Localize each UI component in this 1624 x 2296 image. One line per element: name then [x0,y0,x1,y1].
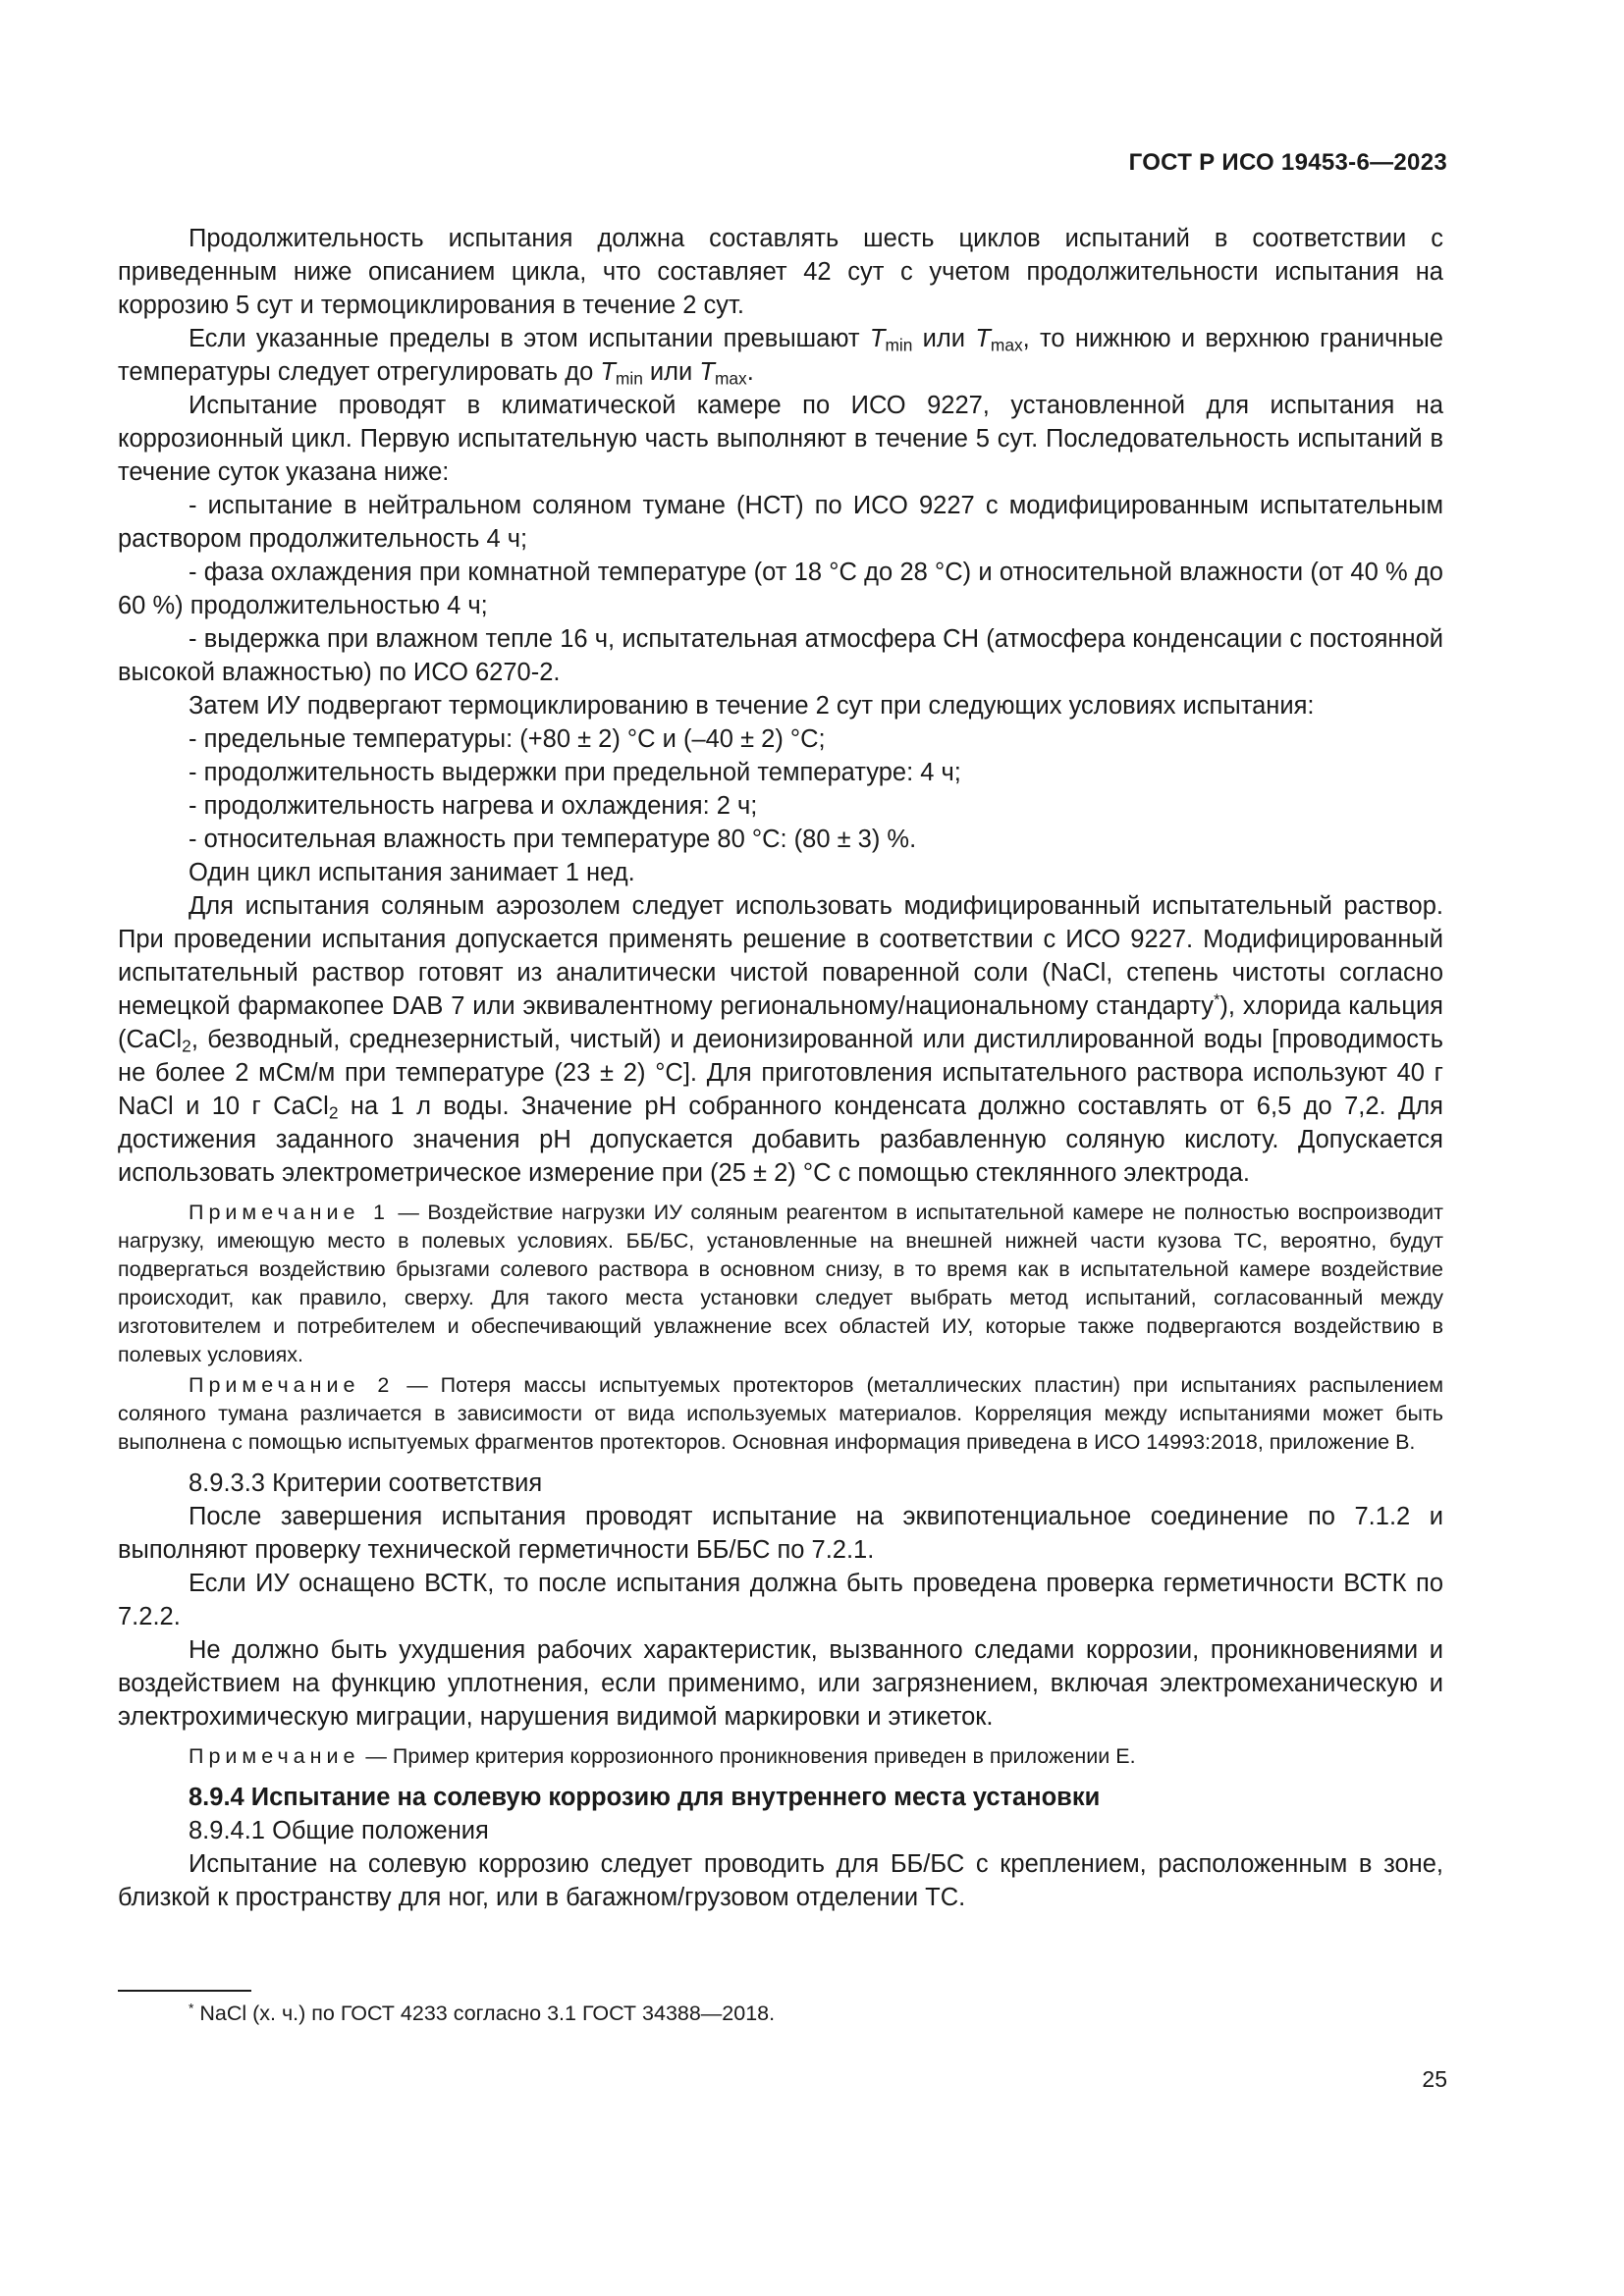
list-item: - относительная влажность при температуре 80 °C: (80 ± 3) %. [189,826,917,853]
paragraph-equipotential: После завершения испытания проводят испытание на эквипотенциальное соединение по 7.1.2 и выполняют проверку технической герметичности ББ/БС по 7.2.1. [118,1503,1443,1564]
section-heading-8-9-4: 8.9.4 Испытание на солевую коррозию для внутреннего места установки [189,1784,1101,1811]
document-header: ГОСТ Р ИСО 19453-6—2023 [1128,149,1447,176]
notes-block [118,1199,1443,1457]
list-item: - испытание в нейтральном соляном тумане (НСТ) по ИСО 9227 с модифицированным испытательным раствором продолжительность 4 ч; [118,492,1443,553]
footnote-marker: * [1214,991,1220,1010]
section-heading-8-9-4-1: 8.9.4.1 Общие положения [189,1817,489,1844]
list-item: - выдержка при влажном тепле 16 ч, испытательная атмосфера CH (атмосфера конденсации с постоянной высокой влажностью) по ИСО 6270-2. [118,625,1443,686]
note-2: Примечание 2 — Потеря массы испытуемых протекторов (металлических пластин) при испытаниях распылением соляного тумана различается в зависимости от вида используемых материалов. Корреляция между испытаниями может быть выполнена с помощью испытуемых фрагментов протекторов. Основная информация приведена в ИСО 14993:2018, приложение В. [118,1373,1443,1454]
list-item: - продолжительность нагрева и охлаждения: 2 ч; [189,792,758,820]
section-heading-8-9-3-3: 8.9.3.3 Критерии соответствия [189,1469,543,1497]
note-label: Примечание [189,1744,360,1768]
paragraph-internal-mounting: Испытание на солевую коррозию следует проводить для ББ/БС с креплением, расположенным в зоне, близкой к пространству для ног, или в багажном/грузовом отделении ТС. [118,1850,1443,1911]
paragraph-test-duration: Продолжительность испытания должна составлять шесть циклов испытаний в соответствии с приведенным ниже описанием цикла, что составляет 42 сут с учетом продолжительности испытания на коррозию 5 сут и термоциклирования в течение 2 сут. [118,225,1443,319]
list-item: - продолжительность выдержки при предельной температуре: 4 ч; [189,759,961,786]
paragraph-degradation: Не должно быть ухудшения рабочих характеристик, вызванного следами коррозии, проникновениями и воздействием на функцию уплотнения, если применимо, или загрязнением, включая электромеханическую и электрохимическую миграции, нарушения видимой маркировки и этикеток. [118,1636,1443,1731]
footnote: * NaCl (х. ч.) по ГОСТ 4233 согласно 3.1 ГОСТ 34388—2018. [189,2001,776,2025]
note-label: Примечание 1 [189,1201,390,1224]
note-label: Примечание 2 [189,1373,395,1397]
list-item: - фаза охлаждения при комнатной температуре (от 18 °С до 28 °С) и относительной влажности (от 40 % до 60 %) продолжительностью 4 ч; [118,559,1443,619]
footnote-divider [118,1990,251,1992]
paragraph-cycle-length: Один цикл испытания занимает 1 нед. [189,859,635,886]
document-body [118,222,1443,1914]
page-number: 25 [1422,2066,1447,2092]
paragraph-vstk: Если ИУ оснащено ВСТК, то после испытания должна быть проведена проверка герметичности ВСТК по 7.2.2. [118,1570,1443,1630]
paragraph-climate-chamber: Испытание проводят в климатической камере по ИСО 9227, установленной для испытания на коррозионный цикл. Первую испытательную часть выполняют в течение 5 сут. Последовательность испытаний в течение суток указана ниже: [118,392,1443,486]
list-item: - предельные температуры: (+80 ± 2) °C и (–40 ± 2) °C; [189,725,826,753]
note-1: Примечание 1 — Воздействие нагрузки ИУ соляным реагентом в испытательной камере не полностью воспроизводит нагрузку, имеющую место в полевых условиях. ББ/БС, установленные на внешней нижней части кузова ТС, вероятно, будут подвергаться воздействию брызгами солевого раствора в основном снизу, в то время как в испытательной камере воздействие происходит, как правило, сверху. Для такого места установки следует выбрать метод испытаний, согласованный между изготовителем и потребителем и обеспечивающий увлажнение всех областей ИУ, которые также подвергаются воздействию в полевых условиях. [118,1201,1443,1366]
note-3: Примечание — Пример критерия коррозионного проникновения приведен в приложении Е. [189,1744,1136,1768]
paragraph-salt-solution: Для испытания соляным аэрозолем следует использовать модифицированный испытательный раствор. При проведении испытания допускается применять решение в соответствии с ИСО 9227. Модифицированный испытательный раствор готовят из аналитически чистой поваренной соли (NaCl, степень чистоты согласно немецкой фармакопее DAB 7 или эквивалентному региональному/национальному стандарту*), хлорида кальция (CaCl$_2$, безводный, среднезернистый, чистый) и деионизированной или дистиллированной воды [проводимость не более 2 мСм/м при температуре (23 ± 2) °С]. Для приготовления испытательного раствора используют 40 г NaCl и 10 г CaCl$_2$ на 1 л воды. Значение pH собранного конденсата должно составлять от 6,5 до 7,2. Для достижения заданного значения pH допускается добавить разбавленную соляную кислоту. Допускается использовать электрометрическое измерение при (25 ± 2) °С с помощью стеклянного электрода. [118,892,1443,1187]
notes-block [118,1742,1443,1771]
paragraph-thermocycling: Затем ИУ подвергают термоциклированию в течение 2 сут при следующих условиях испытания: [189,692,1315,720]
paragraph-temperature-limits: Если указанные пределы в этом испытании превышают $T_{min}$ или $T_{max}$, то нижнюю и верхнюю граничные температуры следует отрегулировать до $T_{min}$ или $T_{max}$. [118,325,1443,389]
